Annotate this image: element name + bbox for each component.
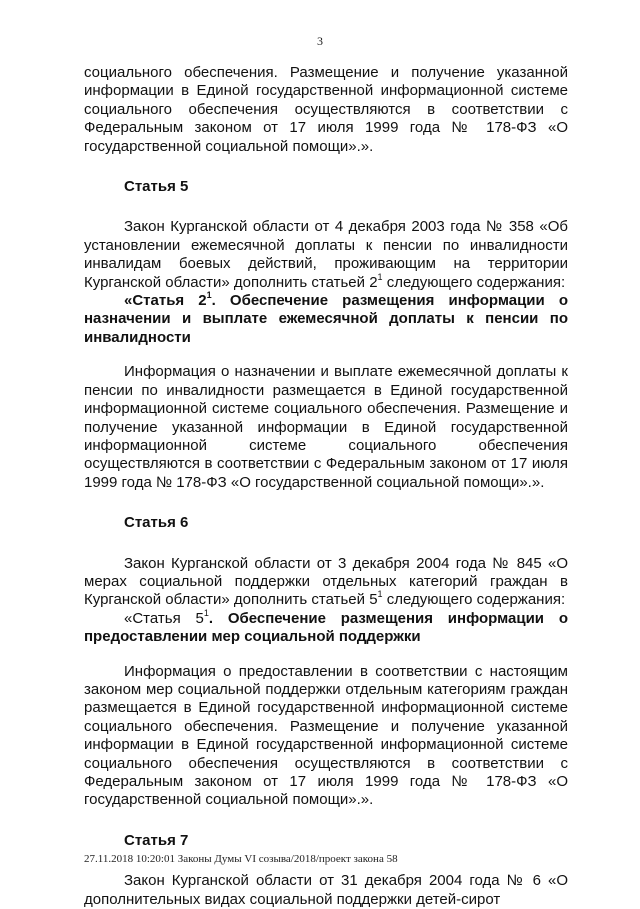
document-body: [84, 64, 568, 909]
paragraph-law-6: Закон Курганской области от 31 декабря 2004 года № 6 «О дополнительных видах социальной поддержки детей-сирот: [84, 872, 568, 908]
paragraph-text: Закон Курганской области от 4 декабря 2003 года № 358 «Об установлении ежемесячной доплаты к пенсии по инвалидности инвалидам боевых действий, проживающим на территории Курганской области» дополнить статьей 2: [84, 218, 568, 291]
paragraph-text: следующего содержания:: [382, 591, 566, 609]
article-title-5-1: [84, 607, 568, 647]
paragraph-law-845: [84, 555, 568, 610]
article-heading-5: Статья 5: [124, 178, 189, 196]
paragraph-text: следующего содержания:: [382, 273, 566, 291]
paragraph-info-support: Информация о предоставлении в соответствии с настоящим законом мер социальной поддержки отдельным категориям граждан размещается в Единой государственной информационной системе социального обеспечения. Размещение и получение указанной информации в Единой государственной информационной системе социального обеспечения осуществляются в соответствии с Федеральным законом от 17 июля 1999 года № 178-ФЗ «О государственной социальной помощи».».: [84, 662, 568, 809]
paragraph-law-358: [84, 218, 568, 292]
title-text: . Обеспечение размещения информации о предоставлении мер социальной поддержки: [84, 609, 568, 646]
superscript: 1: [203, 607, 209, 618]
paragraph-continuation: социального обеспечения. Размещение и получение указанной информации в Единой государственной информационной системе социального обеспечения осуществляются в соответствии с Федеральным законом от 17 июля 1999 года № 178-ФЗ «О государственной социальной помощи».».: [84, 64, 568, 155]
article-title-2-1: [84, 292, 568, 347]
paragraph-info-disability: Информация о назначении и выплате ежемесячной доплаты к пенсии по инвалидности размещается в Единой государственной информационной системе социального обеспечения. Размещение и получение указанной информации в Единой государственной информационной системе социального обеспечения осуществляются в соответствии с Федеральным законом от 17 июля 1999 года № 178-ФЗ «О государственной социальной помощи».».: [84, 363, 568, 491]
article-heading-6: Статья 6: [124, 514, 189, 532]
superscript: 1: [206, 290, 212, 301]
title-text: . Обеспечение размещения информации о назначении и выплате ежемесячной доплаты к пенсии по инвалидности: [84, 292, 568, 346]
footer-path: 27.11.2018 10:20:01 Законы Думы VI созыва/2018/проект закона 58: [84, 853, 398, 865]
title-text: «Статья 2: [124, 292, 207, 310]
superscript: 1: [377, 589, 383, 600]
superscript: 1: [377, 271, 383, 282]
article-heading-7: Статья 7: [124, 831, 189, 849]
paragraph-text: Закон Курганской области от 3 декабря 2004 года № 845 «О мерах социальной поддержки отдельных категорий граждан в Курганской области» дополнить статьей 5: [84, 554, 568, 609]
title-text: «Статья 5: [124, 609, 204, 627]
page-number: 3: [317, 34, 323, 48]
